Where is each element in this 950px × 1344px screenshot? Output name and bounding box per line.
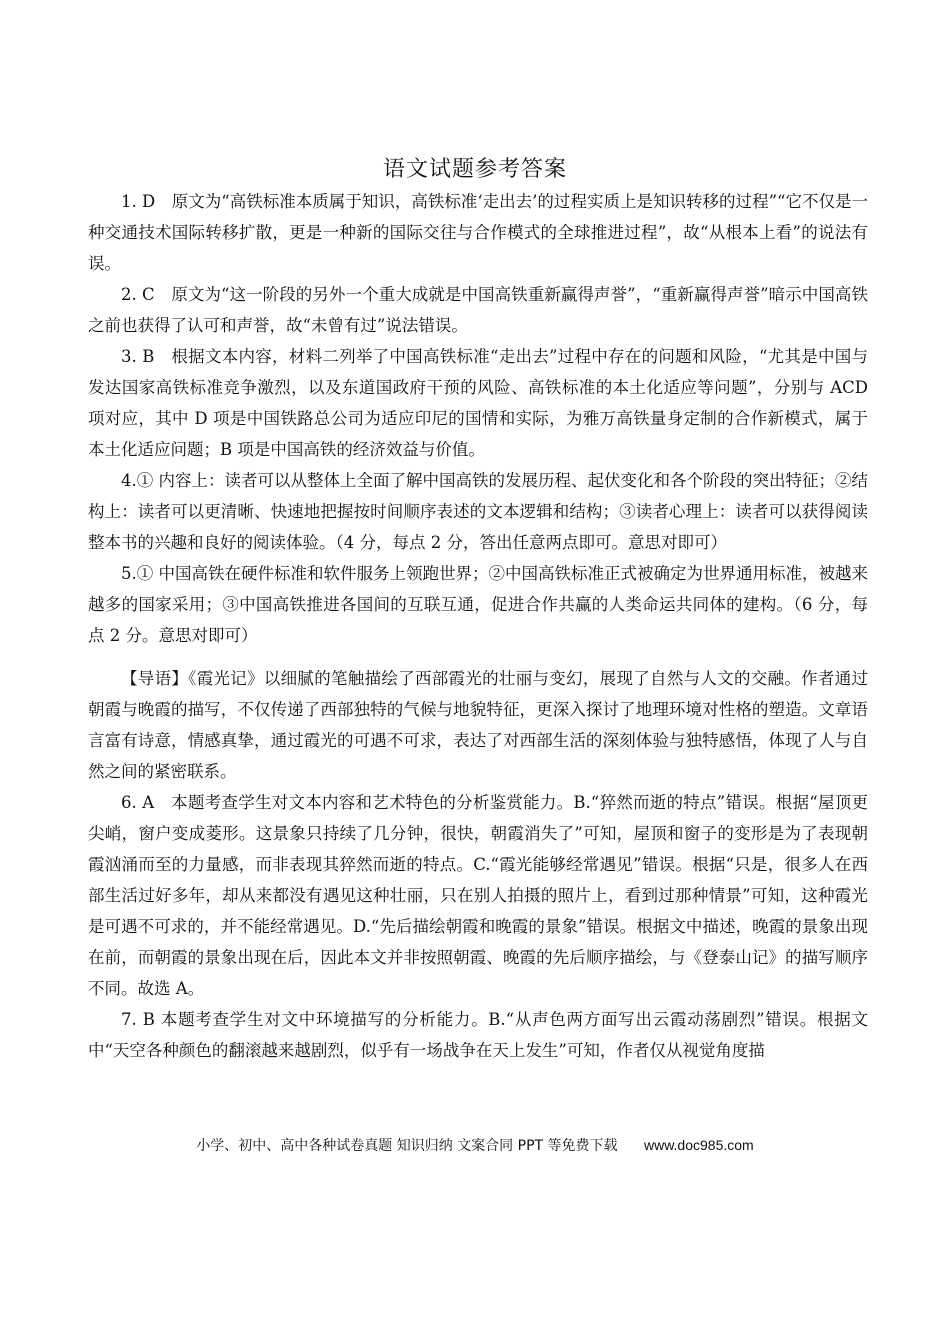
page-title: 语文试题参考答案 xyxy=(382,157,567,182)
answer-paragraph-4: 4.① 内容上：读者可以从整体上全面了解中国高铁的发展历程、起伏变化和各个阶段的突出特征；②结构上：读者可以更清晰、快速地把握按时间顺序表述的文本逻辑和结构；③读者心理上：读者可以获得阅读整本书的兴趣和良好的阅读体验。（4 分，每点 2 分，答出任意两点即可。意思对即可） xyxy=(88,471,868,552)
answer-paragraph-5: 5.① 中国高铁在硬件标准和软件服务上领跑世界；②中国高铁标准正式被确定为世界通用标准，被越来越多的国家采用；③中国高铁推进各国间的互联互通，促进合作共赢的人类命运共同体的建构。（6 分，每点 2 分。意思对即可） xyxy=(88,564,868,645)
answer-paragraph-2: 2. C 原文为“这一阶段的另外一个重大成就是中国高铁重新赢得声誉”，“重新赢得声誉”暗示中国高铁之前也获得了认可和声誉，故“未曾有过”说法错误。 xyxy=(88,285,868,335)
answer-paragraph-6: 6. A 本题考查学生对文本内容和艺术特色的分析鉴赏能力。B.“猝然而逝的特点”错误。根据“屋顶更尖峭，窗户变成菱形。这景象只持续了几分钟，很快，朝霞消失了”可知，屋顶和窗子的变形是为了表现朝霞汹涌而至的力量感，而非表现其猝然而逝的特点。C.“霞光能够经常遇见”错误。根据“只是，很多人在西部生活过好多年，却从来都没有遇见这种壮丽，只在别人拍摄的照片上，看到过那种情景”可知，这种霞光是可遇不可求的，并不能经常遇见。D.“先后描绘朝霞和晚霞的景象”错误。根据文中描述，晚霞的景象出现在前，而朝霞的景象出现在后，因此本文并非按照朝霞、晚霞的先后顺序描绘，与《登泰山记》的描写顺序不同。故选 A。 xyxy=(88,793,868,998)
guide-paragraph: 【导语】《霞光记》以细腻的笔触描绘了西部霞光的壮丽与变幻，展现了自然与人文的交融。作者通过朝霞与晚霞的描写，不仅传递了西部独特的气候与地貌特征，更深入探讨了地理环境对性格的塑造。文章语言富有诗意，情感真挚，通过霞光的可遇不可求，表达了对西部生活的深刻体验与独特感悟，体现了人与自然之间的紧密联系。 xyxy=(88,669,868,781)
footer-site-link[interactable]: www.doc985.com xyxy=(643,1137,754,1153)
answer-paragraph-7: 7. B 本题考查学生对文中环境描写的分析能力。B.“从声色两方面写出云霞动荡剧烈”错误。根据文中“天空各种颜色的翻滚越来越剧烈，似乎有一场战争在天上发生”可知，作者仅从视觉角度描 xyxy=(88,1010,868,1060)
footer-text: 小学、初中、高中各种试卷真题 知识归纳 文案合同 PPT 等免费下载 xyxy=(196,1138,618,1154)
page-footer xyxy=(0,1134,950,1157)
answer-content xyxy=(88,186,868,1066)
answer-paragraph-3: 3. B 根据文本内容，材料二列举了中国高铁标准“走出去”过程中存在的问题和风险，“尤其是中国与发达国家高铁标准竞争激烈，以及东道国政府干预的风险、高铁标准的本土化适应等问题”，分别与 ACD 项对应，其中 D 项是中国铁路总公司为适应印尼的国情和实际，为雅万高铁量身定制的合作新模式，属于本土化适应问题；B 项是中国高铁的经济效益与价值。 xyxy=(88,347,868,459)
answer-paragraph-1: 1. D 原文为“高铁标准本质属于知识，高铁标准‘走出去’的过程实质上是知识转移的过程”“它不仅是一种交通技术国际转移扩散，更是一种新的国际交往与合作模式的全球推进过程”，故“从根本上看”的说法有误。 xyxy=(88,192,868,273)
